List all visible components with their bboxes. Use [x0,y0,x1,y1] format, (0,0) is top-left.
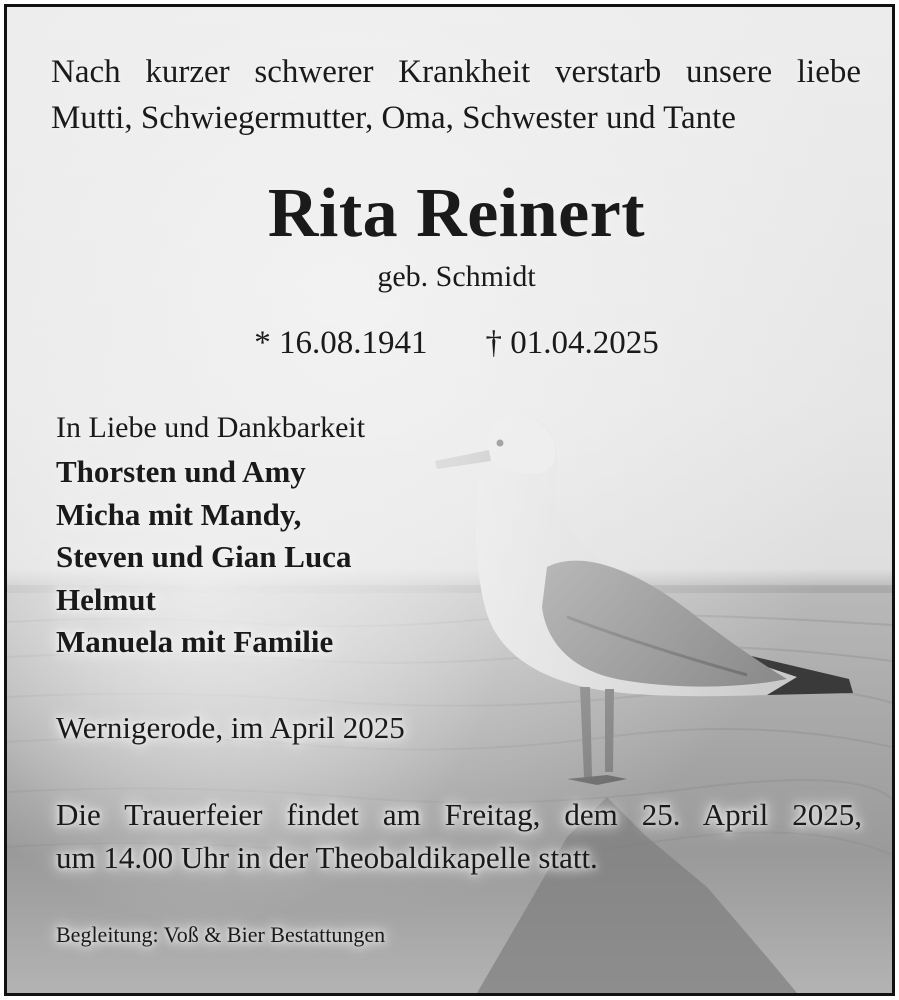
birth-date: * 16.08.1941 [254,325,428,361]
death-date: † 01.04.2025 [485,325,659,361]
undertaker-credit: Begleitung: Voß & Bier Bestattungen [56,922,386,947]
mourner-item: Steven und Gian Luca [56,539,352,574]
life-dates [7,322,895,364]
mourners-list [56,451,351,664]
place-date: Wernigerode, im April 2025 [56,710,405,745]
service-line-2: um 14.00 Uhr in der Theobaldikapelle statt. [56,840,598,875]
mourner-item: Micha mit Mandy, [56,496,302,532]
intro-line-2: Mutti, Schwiegermutter, Oma, Schwester und Tante [51,100,736,136]
obituary-notice [4,4,895,996]
intro-text [51,49,861,141]
mourner-item: Manuela mit Familie [56,624,334,659]
mourner-item: Thorsten und Amy [56,454,306,489]
mourner-item: Helmut [56,581,156,617]
closing-phrase: In Liebe und Dankbarkeit [56,411,366,444]
funeral-service-info [56,793,862,879]
birth-name: geb. Schmidt [377,260,536,293]
service-line-1: Die Trauerfeier findet am Freitag, dem 25. April 2025, [56,797,862,832]
deceased-name: Rita Reinert [267,175,646,252]
intro-line-1: Nach kurzer schwerer Krankheit verstarb unsere liebe [51,54,861,90]
